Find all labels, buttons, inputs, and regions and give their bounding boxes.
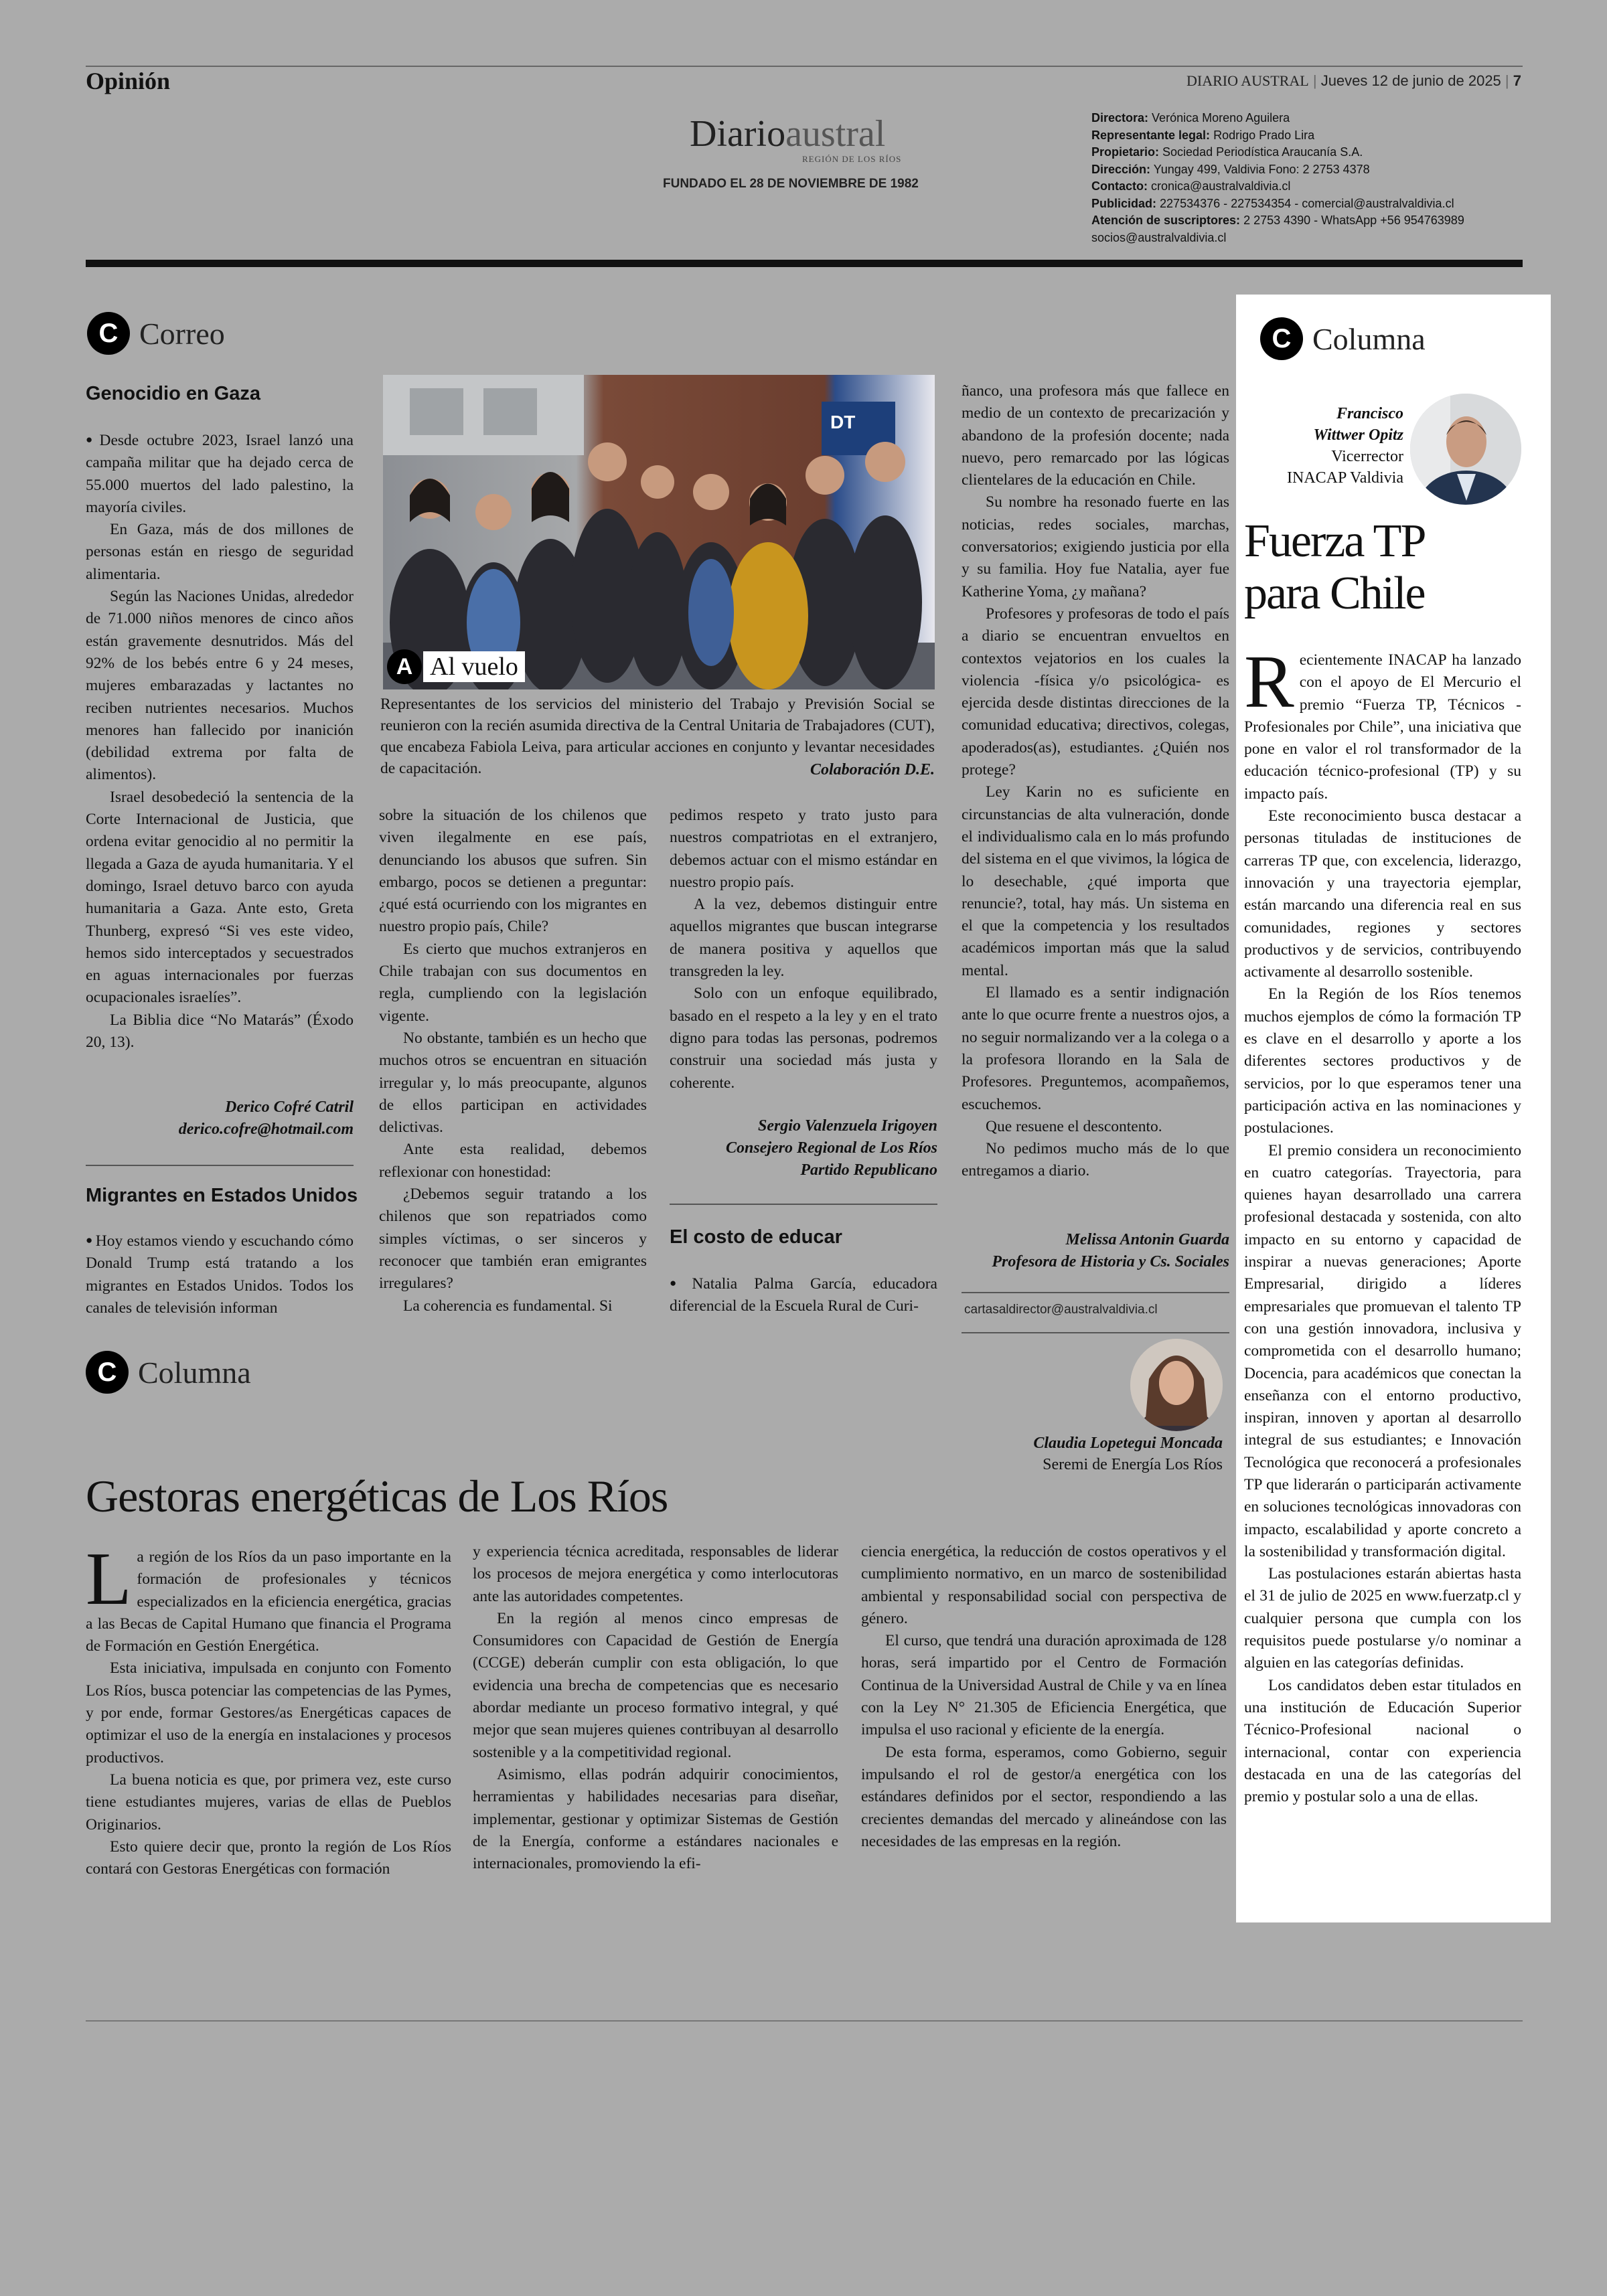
masthead-value: socios@australvaldivia.cl	[1091, 230, 1227, 244]
photo-tag	[387, 649, 525, 684]
letter-body	[962, 380, 1229, 1183]
section-badge: C	[1260, 317, 1303, 360]
caption-text: Representantes de los servicios del ministerio del Trabajo y Previsión Social se reunieron con la recién asumida directiva de la Central Unitaria de Trabajadores (CUT), que encabeza Fabiola Leiva, para articular acciones en conjunto y levantar necesidades de capacitación.	[380, 695, 935, 777]
paragraph: Asimismo, ellas podrán adquirir conocimientos, herramientas y habilidades necesarias para diseñar, implementar, gestionar y optimizar Sistemas de Gestión de la Energía, conforme a estándares nacionales e internacionales, promoviendo la efi-	[473, 1765, 838, 1873]
column-body	[861, 1541, 1227, 1853]
section-label: Correo	[139, 316, 225, 351]
columna-header	[86, 1351, 251, 1394]
paragraph: ñanco, una profesora más que fallece en medio de un contexto de precarización y abandono de la profesión docente; nada nuevo, pero remarcado por las lógicas clientelares de la educación en Chile.	[962, 382, 1229, 489]
masthead-value: 2 2753 4390 - WhatsApp +56 954763989	[1243, 214, 1464, 227]
masthead-line	[1091, 212, 1464, 230]
correo-header	[87, 312, 225, 355]
paragraph: Este reconocimiento busca destacar a personas tituladas de instituciones de carreras TP que, con excelencia, liderazgo, innovación y una trayectoria ejemplar, están marcando una diferencia real en sus comunidades, regiones y sectores productivos y de servicios, contribuyendo activamente al desarrollo sostenible.	[1244, 807, 1521, 981]
paragraph: Esta iniciativa, impulsada en conjunto con Fomento Los Ríos, busca potenciar las competencias de las Pymes, y por ende, formar Gestores/as Energéticas capaces de optimizar el uso de la energía en instalaciones y procesos productivos.	[86, 1659, 451, 1767]
letter-signature: Derico Cofré Catril	[225, 1098, 354, 1116]
masthead-label: Dirección:	[1091, 162, 1151, 176]
column-body	[86, 1538, 451, 1880]
masthead-line	[1091, 127, 1464, 145]
paragraph: ● Desde octubre 2023, Israel lanzó una campaña militar que ha dejado cerca de 55.000 muertos del lado palestino, la mayoría civiles.	[86, 428, 354, 519]
author-role: Seremi de Energía Los Ríos	[1043, 1456, 1223, 1473]
paragraph: pedimos respeto y trato justo para nuestros compatriotas en el extranjero, debemos actuar con el mismo estándar en nuestro propio país.	[670, 807, 937, 891]
paragraph: Israel desobedeció la sentencia de la Corte Internacional de Justicia, que ordena evitar genocidio al no permitir la llegada a Gaza de ayuda humanitaria. Y el domingo, Israel detuvo barco con ayuda humanitaria a Gaza. Ante esto, Greta Thunberg, expresó “Si ves este video, hemos sido interceptados y secuestrados en aguas internacionales por fuerzas ocupacionales israelíes”.	[86, 788, 354, 1007]
letter-signature: Sergio Valenzuela Irigoyen	[757, 1117, 937, 1135]
paragraph: No obstante, también es un hecho que muchos otros se encuentran en situación irregular y, lo más preocupante, algunos de ellos participan en actividades delictivas.	[379, 1029, 647, 1137]
paragraph: En la Región de los Ríos tenemos muchos ejemplos de cómo la formación TP es clave en el desarrollo y aporte a los diferentes sectores productivos y de servicios, por lo que esperamos tener una participación activa en las nominaciones y postulaciones.	[1244, 985, 1521, 1137]
column-body	[473, 1541, 838, 1875]
section-title: Opinión	[86, 68, 171, 94]
date-line: DIARIO AUSTRAL | Jueves 12 de junio de 2025 | 7	[1187, 72, 1521, 89]
masthead-line	[1091, 161, 1464, 179]
paragraph: Que resuene el descontento.	[986, 1117, 1162, 1135]
photo-badge: A	[387, 649, 422, 684]
paragraph: y experiencia técnica acreditada, responsables de liderar los procesos de mejora energética y como interlocutoras ante las autoridades competentes.	[473, 1543, 838, 1605]
photo-credit: Colaboración D.E.	[810, 761, 935, 778]
letter-paragraph: ● Hoy estamos viendo y escuchando cómo Donald Trump está tratando a los migrantes en Estados Unidos. Todos los canales de televisión informan	[86, 1229, 354, 1319]
paragraph: Según las Naciones Unidas, alrededor de 71.000 niños menores de cinco años están gravemente desnutridos. Más del 92% de los bebés entre 6 y 24 meses, mujeres embarazadas y lactantes no reciben nutrientes necesarios. Muchos menores han fallecido por inanición (debilidad extrema por falta de alimentos).	[86, 588, 354, 784]
letter-email: derico.cofre@hotmail.com	[178, 1121, 354, 1138]
author-name: Francisco	[1336, 405, 1403, 422]
section-badge: C	[86, 1351, 129, 1394]
logo-sub: REGIÓN DE LOS RÍOS	[802, 154, 902, 164]
letter-body	[670, 1272, 937, 1318]
letter-role: Consejero Regional de Los Ríos	[725, 1139, 937, 1157]
masthead-line	[1091, 178, 1464, 195]
paragraph: La coherencia es fundamental. Si	[403, 1297, 613, 1315]
author-name: Claudia Lopetegui Moncada	[1033, 1434, 1223, 1452]
letter-title: Migrantes en Estados Unidos	[86, 1185, 358, 1206]
masthead-line	[1091, 144, 1464, 161]
column-body	[1244, 641, 1521, 1808]
section-label: Columna	[138, 1355, 251, 1390]
photo-tag-label: Al vuelo	[423, 651, 525, 682]
paragraph: El llamado es a sentir indignación ante lo que ocurre frente a nuestros ojos, a no seguir normalizando ver a la colega o a la profesora llorando en la Sala de Profesores. Preguntemos, acompañemos, escuchemos.	[962, 984, 1229, 1113]
author-role: INACAP Valdivia	[1287, 469, 1403, 487]
photo-al-vuelo	[383, 375, 935, 689]
masthead-value: Sociedad Periodística Araucanía S.A.	[1162, 145, 1363, 159]
group-photo	[383, 375, 935, 689]
letter-title: Genocidio en Gaza	[86, 383, 261, 404]
paragraph: La Biblia dice “No Matarás” (Éxodo 20, 13).	[86, 1011, 354, 1052]
dropcap: R	[1244, 641, 1294, 724]
paragraph: Ley Karin no es suficiente en circunstancias de alta vulneración, donde el individualismo cala en lo más profundo del sistema en el que vivimos, la lógica de lo desechable, ¿qué importa que renuncie?, total, hay más. Un sistema en el que la competencia y los resultados académicos importan más que la salud mental.	[962, 783, 1229, 979]
paragraph: Las postulaciones estarán abiertas hasta el 31 de julio de 2025 en www.fuerzatp.cl y cualquier persona que cumpla con los requisitos puede postularse y/o nominar a alguien en las categorías definidas.	[1244, 1565, 1521, 1672]
paragraph: El premio considera un reconocimiento en cuatro categorías. Trayectoria, para quienes hayan desarrollado una carrera profesional destacada y sostenida, con alto impacto en su entorno y capacidad de inspirar a nuevas generaciones; Aporte Empresarial, dirigido a líderes empresariales que promuevan el talento TP con una gestión innovadora, inclusiva y comprometida con el desarrollo humano; Docencia, para académicos que conectan la enseñanza con el entorno productivo, inspiran, innoven y aportan al desarrollo integral de sus estudiantes; e Innovación Tecnológica que reconocerá a profesionales TP que liderarán o participarán activamente en soluciones tecnológicas innovadoras con impacto, escalabilidad y aporte concreto a la sostenibilidad y transformación digital.	[1244, 1141, 1521, 1560]
paragraph: Es cierto que muchos extranjeros en Chile trabajan con sus documentos en regla, cumpliendo con la legislación vigente.	[379, 940, 647, 1025]
author-photo	[1410, 394, 1521, 505]
letter-body	[86, 428, 354, 1054]
masthead-label: Directora:	[1091, 111, 1149, 125]
column-title-line: Fuerza TP	[1244, 515, 1426, 567]
paragraph: No pedimos mucho más de lo que entregamos a diario.	[962, 1140, 1229, 1180]
paragraph: En Gaza, más de dos millones de personas están en riesgo de seguridad alimentaria.	[86, 521, 354, 583]
masthead-line	[1091, 230, 1464, 247]
paragraph: Los candidatos deben estar titulados en una institución de Educación Superior Técnico-Profesional nacional o internacional, contar con experiencia destacada en una de las categorías del premio y postular solo a una de ellas.	[1244, 1676, 1521, 1806]
masthead-label: Atención de suscriptores:	[1091, 214, 1241, 227]
contact-email[interactable]: cartasaldirector@australvaldivia.cl	[964, 1303, 1158, 1317]
paragraph: Profesores y profesoras de todo el país a diario se encuentran envueltos en contextos vejatorios en los cuales la violencia -física y/o psicológica- es ejercida desde distintas direcciones de la comunidad educativa; directivos, colegas, apoderados(as), estudiantes. ¿Quién nos protege?	[962, 604, 1229, 779]
letter-paragraph: ● Natalia Palma García, educadora diferencial de la Escuela Rural de Curi-	[670, 1272, 937, 1318]
svg-text:DT: DT	[830, 412, 856, 432]
dropcap: L	[86, 1538, 132, 1621]
paragraph: A la vez, debemos distinguir entre aquellos migrantes que buscan integrarse de manera positiva y aquellos que transgreden la ley.	[670, 896, 937, 981]
masthead-line	[1091, 110, 1464, 127]
author-photo	[1130, 1339, 1223, 1431]
paragraph: ciencia energética, la reducción de costos operativos y el cumplimiento normativo, en un marco de sostenibilidad ambiental y responsabilidad social con perspectiva de género.	[861, 1543, 1227, 1627]
masthead-value: 227534376 - 227534354 - comercial@australvaldivia.cl	[1160, 196, 1454, 210]
letter-role: Profesora de Historia y Cs. Sociales	[992, 1253, 1229, 1270]
letter-signature: Melissa Antonin Guarda	[1065, 1231, 1229, 1248]
paper-name: DIARIO AUSTRAL	[1187, 72, 1309, 89]
column-title: Gestoras energéticas de Los Ríos	[86, 1471, 668, 1522]
column-title	[1244, 515, 1425, 620]
section-badge: C	[87, 312, 130, 355]
masthead-label: Propietario:	[1091, 145, 1160, 159]
masthead-value: Yungay 499, Valdivia Fono: 2 2753 4378	[1153, 162, 1370, 176]
founded-line: FUNDADO EL 28 DE NOVIEMBRE DE 1982	[663, 177, 919, 191]
paragraph: sobre la situación de los chilenos que viven ilegalmente en ese país, denunciando los abusos que sufren. Sin embargo, pocos se detienen a preguntar: ¿qué está ocurriendo con los migrantes en nuestro propio país, Chile?	[379, 807, 647, 936]
column-paragraph: a región de los Ríos da un paso importante en la formación de profesionales y técnicos especializados en la eficiencia energética, gracias a las Becas de Capital Humano que financia el Programa de Formación en Gestión Energética.	[86, 1548, 451, 1655]
masthead-label: Representante legal:	[1091, 128, 1211, 142]
logo	[690, 112, 917, 164]
paragraph: Esto quiere decir que, pronto la región de Los Ríos contará con Gestoras Energéticas con formación	[86, 1837, 451, 1878]
date-text: Jueves 12 de junio de 2025	[1320, 72, 1501, 89]
masthead-value: cronica@australvaldivia.cl	[1151, 179, 1291, 193]
masthead-value: Rodrigo Prado Lira	[1213, 128, 1315, 142]
letter-body	[670, 805, 937, 1094]
paragraph: En la región al menos cinco empresas de Consumidores con Capacidad de Gestión de Energía (CCGE) deberán cumplir con esta obligación, lo que evidencia una brecha de competencias que es necesario abordar mediante un proceso formativo integral, y qué mejor que sean mujeres quienes contribuyan al desarrollo sostenible y a la competitividad regional.	[473, 1609, 838, 1761]
masthead-label: Contacto:	[1091, 179, 1148, 193]
column-title-line: para Chile	[1244, 568, 1425, 619]
paragraph: Su nombre ha resonado fuerte en las noticias, redes sociales, marchas, conversatorios; exigiendo justicia por ella y su familia. Hoy fue Natalia, ayer fue Katherine Yoma, ¿y mañana?	[962, 493, 1229, 600]
column-paragraph: ecientemente INACAP ha lanzado con el apoyo de El Mercurio el premio “Fuerza TP, Técnicos -Profesionales por Chile”, una iniciativa que pone en valor el rol transformador de la educación técnico-profesional (TP) y su impacto país.	[1244, 651, 1521, 803]
letter-role: Partido Republicano	[800, 1161, 937, 1179]
section-label: Columna	[1312, 321, 1426, 356]
paragraph: La buena noticia es que, por primera vez, este curso tiene estudiantes mujeres, varias de ellas de Pueblos Originarios.	[86, 1771, 451, 1833]
paragraph: El curso, que tendrá una duración aproximada de 128 horas, será impartido por el Centro de Formación Continua de la Universidad Austral de Chile y va en línea con la Ley N° 21.305 de Eficiencia Energética, que impulsa el uso racional y eficiente de la energía.	[861, 1632, 1227, 1739]
columna-header	[1260, 317, 1426, 360]
masthead-value: Verónica Moreno Aguilera	[1152, 111, 1290, 125]
logo-accent: austral	[785, 113, 886, 155]
letter-body	[379, 805, 647, 1317]
masthead-line	[1091, 195, 1464, 213]
letter-title: El costo de educar	[670, 1226, 842, 1248]
paragraph: De esta forma, esperamos, como Gobierno, seguir impulsando el rol de gestor/a energética con los estándares definidos por el sector, respondiendo a las crecientes demandas del mercado y alineándose con las necesidades de las empresas en la región.	[861, 1743, 1227, 1850]
logo-main: Diario	[690, 113, 786, 155]
paragraph: Ante esta realidad, debemos reflexionar con honestidad:	[379, 1141, 647, 1181]
paragraph: Solo con un enfoque equilibrado, basado en el respeto a la ley y en el trato digno para todas las personas, podremos construir una sociedad más justa y coherente.	[670, 985, 937, 1092]
author-role: Vicerrector	[1331, 448, 1403, 465]
page-number: 7	[1513, 72, 1521, 89]
letter-body	[86, 1229, 354, 1319]
masthead	[1091, 110, 1464, 246]
author-name: Wittwer Opitz	[1313, 426, 1403, 444]
paragraph: ¿Debemos seguir tratando a los chilenos que son repatriados como simples víctimas, o ser sinceros y reconocer que también eran emigrantes irregulares?	[379, 1185, 647, 1293]
masthead-label: Publicidad:	[1091, 196, 1157, 210]
